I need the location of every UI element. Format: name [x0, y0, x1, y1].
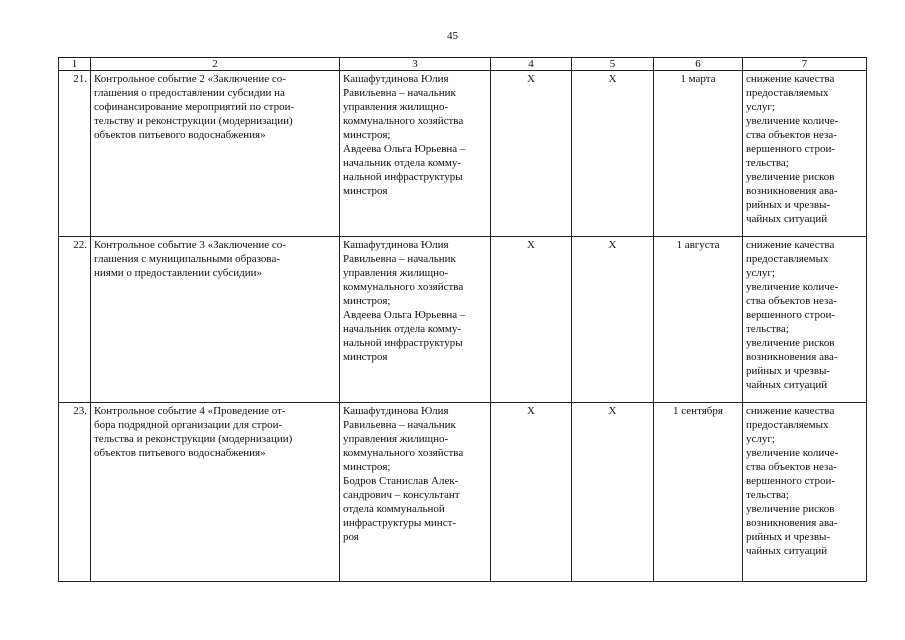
column-header: 1: [59, 58, 91, 71]
table-row: [59, 403, 867, 582]
column-5-cell: Х: [572, 403, 654, 582]
control-events-table: [58, 57, 867, 582]
column-header: 3: [340, 58, 491, 71]
column-number-row: [59, 58, 867, 71]
column-header: 4: [491, 58, 572, 71]
event-cell: Контрольное событие 2 «Заключение со- глашения о предоставлении субсидии на софинансирование мероприятий по строи- тельству и реконструкции (модернизации) объектов питьевого водоснабжения»: [91, 71, 340, 237]
event-cell: Контрольное событие 3 «Заключение со- глашения с муниципальными образова- ниями о предоставлении субсидии»: [91, 237, 340, 403]
risks-cell: снижение качества предоставляемых услуг; увеличение количе- ства объектов неза- вершенного строи- тельства; увеличение рисков возникновения ава- рийных и чрезвы- чайных ситуаций: [743, 403, 867, 582]
responsible-cell: Кашафутдинова Юлия Равильевна – начальник управления жилищно- коммунального хозяйства минстроя; Авдеева Ольга Юрьевна – начальник отдела комму- нальной инфраструктуры минстроя: [340, 237, 491, 403]
date-cell: 1 сентября: [654, 403, 743, 582]
responsible-cell: Кашафутдинова Юлия Равильевна – начальник управления жилищно- коммунального хозяйства минстроя; Авдеева Ольга Юрьевна – начальник отдела комму- нальной инфраструктуры минстроя: [340, 71, 491, 237]
column-header: 2: [91, 58, 340, 71]
date-cell: 1 марта: [654, 71, 743, 237]
page-number: 45: [447, 30, 458, 42]
column-4-cell: Х: [491, 71, 572, 237]
table-row: [59, 237, 867, 403]
column-header: 7: [743, 58, 867, 71]
column-4-cell: Х: [491, 403, 572, 582]
column-5-cell: Х: [572, 237, 654, 403]
row-number: 22.: [59, 237, 91, 403]
column-5-cell: Х: [572, 71, 654, 237]
row-number: 21.: [59, 71, 91, 237]
responsible-cell: Кашафутдинова Юлия Равильевна – начальник управления жилищно- коммунального хозяйства минстроя; Бодров Станислав Алек- сандрович – консультант отдела коммунальной инфраструктуры минст- роя: [340, 403, 491, 582]
risks-cell: снижение качества предоставляемых услуг; увеличение количе- ства объектов неза- вершенного строи- тельства; увеличение рисков возникновения ава- рийных и чрезвы- чайных ситуаций: [743, 237, 867, 403]
risks-cell: снижение качества предоставляемых услуг; увеличение количе- ства объектов неза- вершенного строи- тельства; увеличение рисков возникновения ава- рийных и чрезвы- чайных ситуаций: [743, 71, 867, 237]
date-cell: 1 августа: [654, 237, 743, 403]
row-number: 23.: [59, 403, 91, 582]
column-4-cell: Х: [491, 237, 572, 403]
column-header: 6: [654, 58, 743, 71]
event-cell: Контрольное событие 4 «Проведение от- бора подрядной организации для строи- тельства и реконструкции (модернизации) объектов питьевого водоснабжения»: [91, 403, 340, 582]
table-row: [59, 71, 867, 237]
column-header: 5: [572, 58, 654, 71]
